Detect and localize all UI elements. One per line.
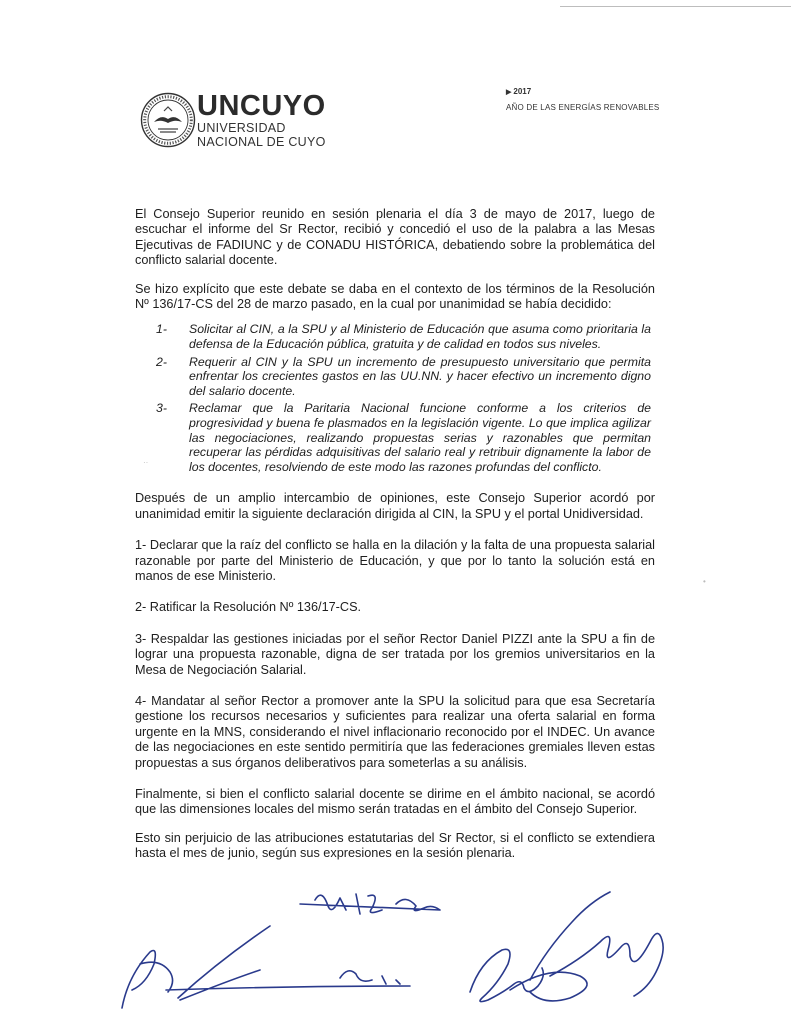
signature-1: [300, 894, 440, 914]
year-motto-block: [506, 86, 659, 113]
paragraph-closing: Esto sin perjuicio de las atribuciones estatutarias del Sr Rector, si el conflicto se extendiera hasta el mes de junio, según sus expresiones en la sesión plenaria.: [135, 830, 655, 861]
list-item: 1- Solicitar al CIN, a la SPU y al Ministerio de Educación que asuma como prioritaria la defensa de la Educación pública, gratuita y de calidad en todos sus niveles.: [156, 322, 651, 352]
brand-line-1: UNIVERSIDAD: [197, 121, 286, 135]
signature-4-loop: [510, 972, 587, 1001]
university-seal-icon: [140, 92, 196, 148]
triangle-icon: ▶: [506, 89, 512, 96]
paragraph-point-4: 4- Mandatar al señor Rector a promover ante la SPU la solicitud para que esa Secretaría gestione los recursos necesarios y suficientes para realizar una oferta salarial en forma urgente en la MNS, considerando el nivel inflacionario reconocido por el INDEC. Un avance de las negociaciones en este sentido permitiría que las federaciones gremiales lleven estas propuestas a sus órganos deliberativos para someterlas a su análisis.: [135, 694, 655, 770]
scan-speck: ··: [143, 458, 149, 467]
resolution-list: [135, 322, 655, 474]
year-motto: AÑO DE LAS ENERGÍAS RENOVABLES: [506, 103, 660, 112]
paragraph-context: Se hizo explícito que este debate se daba en el contexto de los términos de la Resolución Nº 136/17-CS del 28 de marzo pasado, en la cual por unanimidad se había decidido:: [135, 281, 655, 312]
year-label: 2017: [513, 87, 532, 96]
scan-speck: •: [703, 577, 706, 586]
paragraph-point-1: 1- Declarar que la raíz del conflicto se halla en la dilación y la falta de una propuesta salarial razonable por parte del Ministerio de Educación, y que por lo tanto la solución está en manos de ese Ministerio.: [135, 538, 655, 583]
paragraph-point-3: 3- Respaldar las gestiones iniciadas por el señor Rector Daniel PIZZI ante la SPU a fin de lograr una propuesta razonable, digna de ser tratada por los gremios universitarios en la Mesa de Negociación Salarial.: [135, 631, 655, 677]
signature-4: [530, 892, 663, 996]
brand-name: UNCUYO: [197, 90, 326, 122]
document-body: [135, 207, 655, 862]
brand-line-2: NACIONAL DE CUYO: [197, 135, 326, 149]
signature-2: [122, 926, 410, 1008]
paragraph-intro: El Consejo Superior reunido en sesión plenaria el día 3 de mayo de 2017, luego de escuchar el informe del Sr Rector, recibió y concedió el uso de la palabra a las Mesas Ejecutivas de FADIUNC y de CONADU HISTÓRICA, debatiendo sobre la problemática del conflicto salarial docente.: [135, 207, 655, 268]
signatures-area: [110, 880, 690, 1020]
list-item: 2- Requerir al CIN y la SPU un incremento de presupuesto universitario que permita enfrentar los crecientes gastos en las UU.NN. y hacer efectivo un incremento digno del salario docente.: [156, 354, 651, 398]
brand-block: [197, 91, 326, 149]
scan-edge-line: [560, 6, 791, 7]
paragraph-point-2: 2- Ratificar la Resolución Nº 136/17-CS.: [135, 600, 362, 615]
list-item: 3- Reclamar que la Paritaria Nacional funcione conforme a los criterios de progresividad y buena fe plasmados en la legislación vigente. Lo que implica agilizar las negociaciones, realizando propuestas serias y razonables que permitan recuperar las pérdidas adquisitivas del salario real y retribuir dignamente la labor de los docentes, resolviendo de este modo las razones profundas del conflicto.: [156, 401, 651, 474]
paragraph-agreement: Después de un amplio intercambio de opiniones, este Consejo Superior acordó por unanimidad emitir la siguiente declaración dirigida al CIN, la SPU y el portal Unidiversidad.: [135, 491, 655, 521]
paragraph-finally: Finalmente, si bien el conflicto salarial docente se dirime en el ámbito nacional, se acordó que las dimensiones locales del mismo serán tratadas en el ámbito del Consejo Superior.: [135, 787, 655, 817]
